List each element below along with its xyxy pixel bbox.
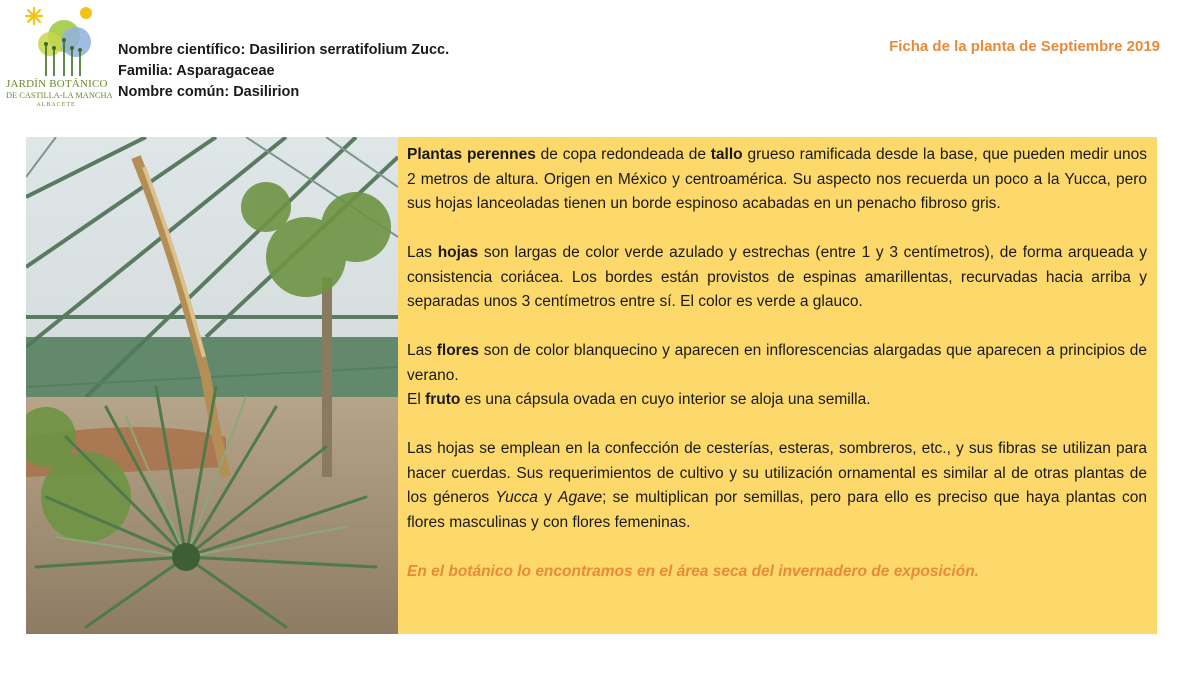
logo-line-2: DE CASTILLA-LA MANCHA: [6, 91, 113, 100]
scientific-name: Nombre científico: Dasilirion serratifolium Zucc.: [118, 42, 450, 58]
description-text: [407, 143, 1147, 609]
paragraph-habit: Plantas perennes de copa redondeada de tallo grueso ramificada desde la base, que pueden medir unos 2 metros de altura. Origen en México y centroamérica. Su aspecto nos recuerda un poco a la Yucca, pero sus hojas lanceoladas tienen un borde espinoso acabadas en un penacho fibroso gris.: [407, 146, 1147, 212]
closing-location-note: En el botánico lo encontramos en el área seca del invernadero de exposición.: [407, 562, 979, 580]
paragraph-uses: Las hojas se emplean en la confección de cesterías, esteras, sombreros, etc., y sus fibras se utilizan para hacer cuerdas. Sus requerimientos de cultivo y su utilización ornamental es similar al de otras plantas de los géneros Yucca y Agave; se multiplican por semillas, pero para ello es preciso que haya plantas con flores masculinas y con flores femeninas.: [407, 440, 1147, 531]
paragraph-fruit: El fruto es una cápsula ovada en cuyo interior se aloja una semilla.: [407, 391, 871, 408]
garden-logo: [6, 4, 113, 108]
plant-photo: [26, 137, 398, 634]
logo-line-1: JARDÍN BOTÁNICO: [6, 78, 108, 90]
paragraph-leaves: Las hojas son largas de color verde azulado y estrechas (entre 1 y 3 centímetros), de forma arqueada y consistencia coriácea. Los bordes están provistos de espinas amarillentas, recurvadas hacia arriba y separadas unos 3 centímetros entre sí. El color es verde a glauco.: [407, 244, 1147, 310]
common-name: Nombre común: Dasilirion: [118, 84, 300, 100]
plant-meta: [118, 40, 449, 103]
content-panel: [26, 137, 1157, 634]
sheet-title: Ficha de la planta de Septiembre 2019: [889, 38, 1160, 55]
paragraph-flowers: Las flores son de color blanquecino y aparecen en inflorescencias alargadas que aparecen a principios de verano.: [407, 342, 1147, 384]
tree-circles-icon: [6, 4, 106, 78]
logo-line-3: ALBACETE: [36, 102, 76, 108]
family-name: Familia: Asparagaceae: [118, 63, 275, 79]
